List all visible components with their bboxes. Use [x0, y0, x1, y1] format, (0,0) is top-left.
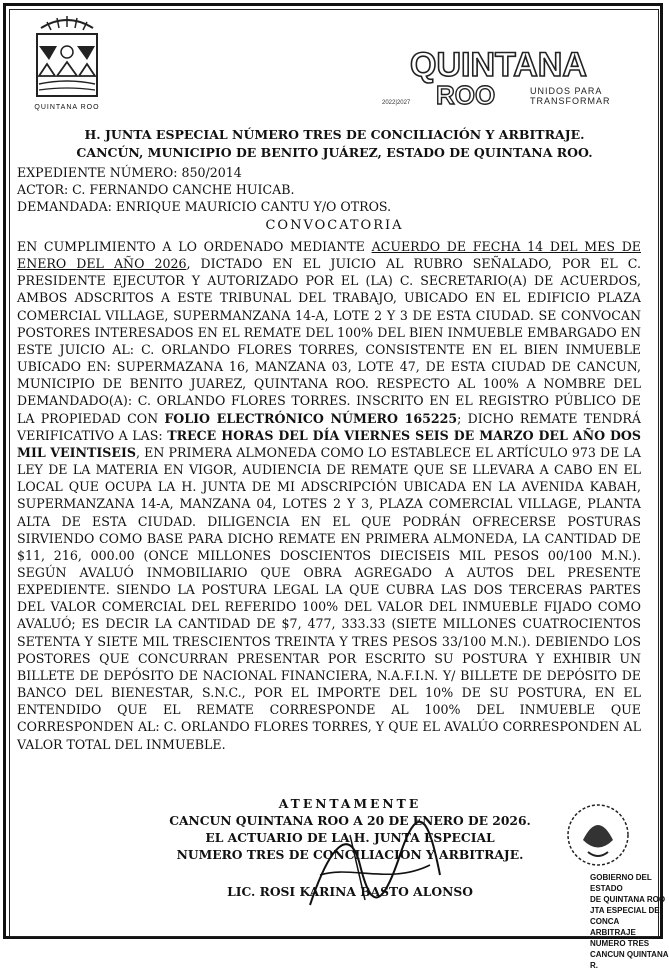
- sig-role: EL ACTUARIO DE LA H. JUNTA ESPECIAL: [205, 830, 495, 845]
- logo-tagline1: UNIDOS PARA: [530, 86, 603, 96]
- notice-body: [17, 238, 641, 753]
- case-defendant: DEMANDADA: ENRIQUE MAURICIO CANTU Y/O OTROS.: [17, 199, 392, 214]
- convocatoria-title: CONVOCATORIA: [265, 218, 404, 233]
- stamp-line4: ARBITRAJE NUMERO TRES: [590, 928, 650, 948]
- seal-emblem-icon: [27, 16, 107, 104]
- handwritten-signature: [290, 805, 460, 925]
- logo-tagline2: TRANSFORMAR: [530, 96, 611, 106]
- body-auction-date: TRECE HORAS DEL DÍA VIERNES SEIS DE MARZO DEL AÑO DOS MIL VEINTISEIS: [17, 427, 641, 460]
- state-seal: [22, 16, 112, 116]
- official-stamp-text: [590, 872, 669, 971]
- sig-place-date: CANCUN QUINTANA ROO A 20 DE ENERO DE 2026.: [169, 813, 531, 828]
- header-line1: H. JUNTA ESPECIAL NÚMERO TRES DE CONCILIACIÓN Y ARBITRAJE.: [84, 127, 585, 142]
- body-part1: EN CUMPLIMIENTO A LO ORDENADO MEDIANTE: [17, 239, 372, 254]
- header-line2: CANCÚN, MUNICIPIO DE BENITO JUÁREZ, ESTADO DE QUINTANA ROO.: [76, 145, 593, 160]
- case-number: EXPEDIENTE NÚMERO: 850/2014: [17, 165, 242, 180]
- logo-word2: ROO: [436, 80, 496, 110]
- logo-years: 2022|2027: [382, 100, 411, 106]
- sig-atentamente: ATENTAMENTE: [278, 796, 422, 811]
- seal-caption: QUINTANA ROO: [34, 104, 100, 111]
- case-actor: ACTOR: C. FERNANDO CANCHE HUICAB.: [17, 182, 295, 197]
- body-part4: , EN PRIMERA ALMONEDA COMO LO ESTABLECE EL ARTÍCULO 973 DE LA LEY DE LA MATERIA EN VIGOR, AUDIENCIA DE REMATE QUE SE LLEVARA A CABO EN EL LOCAL QUE OCUPA LA H. JUNTA DE MI ADSCRIPCIÓN UBICADA EN LA AVENIDA KABAH, SUPERMANZANA 14-A, MANZANA 04, LOTES 2 Y 3, PLAZA COMERCIAL VILLAGE, PLANTA ALTA DE ESTA CIUDAD. DILIGENCIA EN EL QUE PODRÁN OFRECERSE POSTURAS SIRVIENDO COMO BASE PARA DICHO REMATE EN PRIMERA ALMONEDA, LA CANTIDAD DE $11, 216, 000.00 (ONCE MILLONES DOSCIENTOS DIECISEIS MIL PESOS 00/100 M.N.). SEGÚN AVALUÓ INMOBILIARIO QUE OBRA AGREGADO A AUTOS DEL PRESENTE EXPEDIENTE. SIENDO LA POSTURA LEGAL LA QUE CUBRA LAS DOS TERCERAS PARTES DEL VALOR COMERCIAL DEL REFERIDO 100% DEL VALOR DEL INMUEBLE FIJADO COMO AVALUÓ; ES DECIR LA CANTIDAD DE $7, 477, 333.33 (SIETE MILLONES CUATROCIENTOS SETENTA Y SIETE MIL TRESCIENTOS TREINTA Y TRES PESOS 33/100 M.N.). DEBIENDO LOS POSTORES QUE CONCURRAN PRESENTAR POR ESCRITO SU POSTURA Y EXHIBIR UN BILLETE DE DEPÓSITO DE NACIONAL FINANCIERA, N.A.F.I.N. Y/ BILLETE DE DEPÓSITO DE BANCO DEL BIENESTAR, S.N.C., POR EL IMPORTE DEL 10% DE SU POSTURA, EN EL ENTENDIDO QUE EL REMATE CORRESPONDE AL 100% DEL INMUEBLE QUE CORRESPONDEN AL: C. ORLANDO FLORES TORRES, Y QUE EL AVALÚO CORRESPONDEN AL VALOR TOTAL DEL INMUEBLE.: [17, 444, 641, 752]
- stamp-line1: GOBIERNO DEL ESTADO: [590, 873, 652, 893]
- stamp-line3: JTA ESPECIAL DE CONCA: [590, 906, 660, 926]
- sig-name: LIC. ROSI KARINA BASTO ALONSO: [227, 884, 473, 899]
- sig-office: NUMERO TRES DE CONCILIACION Y ARBITRAJE.: [176, 847, 524, 862]
- logo-word1: QUINTANA: [410, 46, 587, 84]
- body-agreement-date: ACUERDO DE FECHA 14 DEL MES DE ENERO DEL AÑO 2026: [17, 239, 641, 272]
- stamp-line2: DE QUINTANA ROO: [590, 895, 666, 904]
- body-part2: , DICTADO EN EL JUICIO AL RUBRO SEÑALADO, POR EL C. PRESIDENTE EJECUTOR Y AUTORIZADO POR EL (LA) C. SECRETARIO(A) DE ACUERDOS, AMBOS ADSCRITOS A ESTE TRIBUNAL DEL TRABAJO, UBICADO EN EL EDIFICIO PLAZA COMERCIAL VILLAGE, SUPERMANZANA 14-A, LOTE 2 Y 3 DE ESTA CIUDAD. SE CONVOCAN POSTORES INTERESADOS EN EL REMATE DEL 100% DEL BIEN INMUEBLE EMBARGADO EN ESTE JUICIO AL: C. ORLANDO FLORES TORRES, CONSISTENTE EN EL BIEN INMUEBLE UBICADO EN: SUPERMAZANA 16, MANZANA 03, LOTE 47, DE ESTA CIUDAD DE CANCUN, MUNICIPIO DE BENITO JUAREZ, QUINTANA ROO. RESPECTO AL 100% A NOMBRE DEL DEMANDADO(A): C. ORLANDO FLORES TORRES. INSCRITO EN EL REGISTRO PÚBLICO DE LA PROPIEDAD CON: [17, 256, 641, 426]
- body-folio: FOLIO ELECTRÓNICO NÚMERO 165225: [164, 410, 458, 426]
- official-stamp-eagle-icon: [548, 800, 648, 870]
- body-part3: ; DICHO REMATE TENDRÁ VERIFICATIVO A LAS:: [17, 410, 641, 443]
- stamp-line5: CANCUN QUINTANA R.: [590, 950, 669, 970]
- quintana-roo-logo: [380, 40, 620, 110]
